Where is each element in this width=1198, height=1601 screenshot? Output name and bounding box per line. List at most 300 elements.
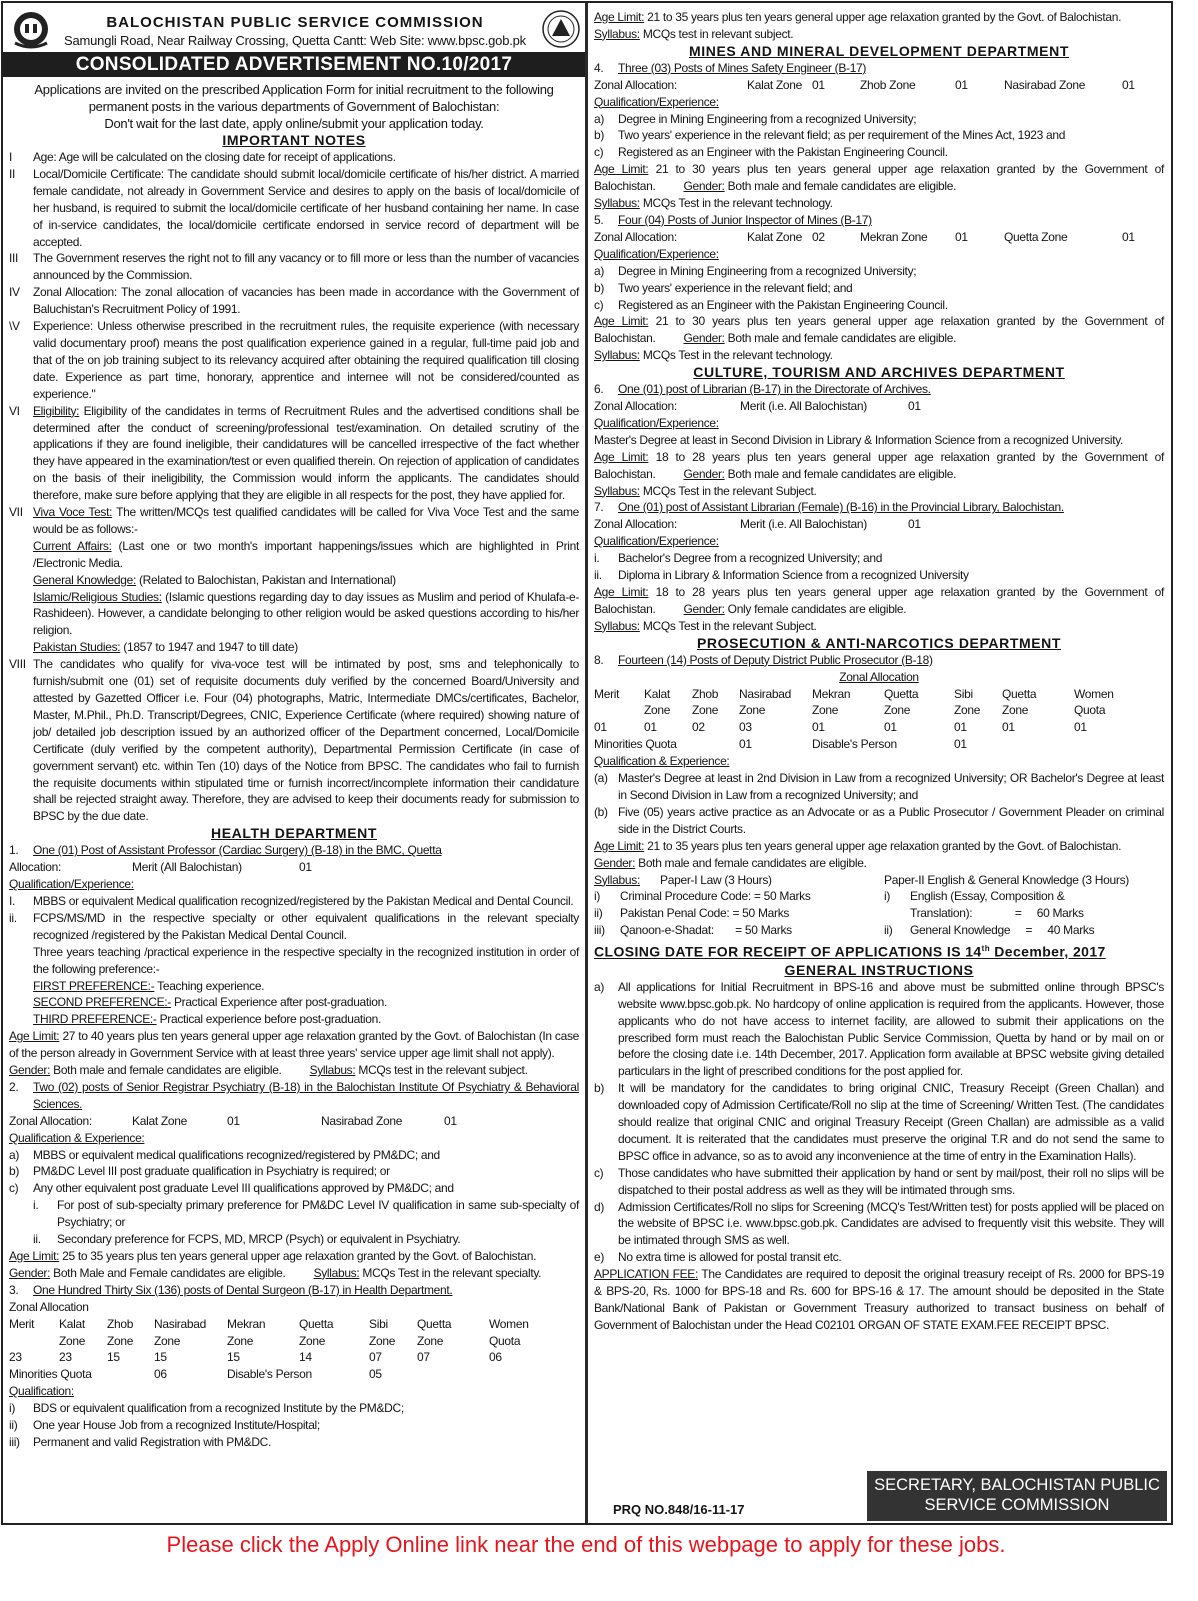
item-text: It will be mandatory for the candidates to bring original CNIC, Treasury Receipt (Green Challan) and downloaded copy of Admission Certificate/Roll no slip at the time of Screening/ Written Test. (The candidates should realize that original CNIC and original Treasury Receipt (Green Challan) are admissible as a valid document. It is reiterated that the candidates must preserve the original T.R and do not send the same to BPSC office in advance, so as to avoid any inconvenience at the time of entry in the Examination Halls). <box>618 1081 1164 1163</box>
list-item <box>594 111 1164 128</box>
item-text: Bachelor's Degree from a recognized University; and <box>618 551 883 566</box>
item-text: Age: Age will be calculated on the closing date for receipt of applications. <box>33 150 396 164</box>
item-text: Two (02) posts of Senior Registrar Psychiatry (B-18) in the Balochistan Institute Of Psychiatry & Behavioral Sciences. <box>33 1079 579 1111</box>
item-text: MCQs Test in the relevant Subject. <box>639 483 817 498</box>
list-item <box>9 1265 579 1282</box>
item-marker: c) <box>594 297 604 312</box>
list-item <box>9 994 579 1011</box>
table-cell: Minorities Quota <box>594 737 677 752</box>
item-label: Qualification & Experience: <box>594 754 730 769</box>
table-cell: 15 <box>227 1350 240 1365</box>
footer <box>593 1465 1171 1523</box>
table-cell: 02 <box>692 720 705 735</box>
list-item <box>594 161 1164 195</box>
item-marker: VII <box>9 505 23 520</box>
item-text-2: MCQs test in the relevant subject. <box>355 1063 528 1078</box>
item-text-2: Only female candidates are eligible. <box>724 601 907 616</box>
syllabus-cell: ii) <box>884 923 893 938</box>
list-item <box>594 26 1164 43</box>
list-item <box>594 297 1164 314</box>
item-text: Degree in Mining Engineering from a recognized University; <box>618 111 917 126</box>
item-text: 18 to 28 years plus ten years general upper age relaxation granted by the Government of Balochistan. <box>594 585 1164 616</box>
section-heading: CULTURE, TOURISM AND ARCHIVES DEPARTMENT <box>693 364 1065 381</box>
item-text: Any other equivalent post graduate Level III qualifications approved by PM&DC; and <box>33 1181 454 1196</box>
list-item <box>594 127 1164 144</box>
table-cell: 06 <box>154 1367 167 1382</box>
item-label-2: Gender: <box>683 601 725 616</box>
item-marker: iii) <box>9 1434 20 1449</box>
list-item <box>594 347 1164 364</box>
item-text: Practical Experience after post-graduation. <box>170 995 387 1010</box>
item-marker: c) <box>9 1181 19 1196</box>
table-cell: Zhob Zone <box>107 1316 134 1348</box>
list-item <box>594 1165 1164 1199</box>
right-column <box>594 9 1164 1334</box>
table-cell: Nasirabad Zone <box>739 686 791 718</box>
list-item <box>9 504 579 538</box>
list-item <box>594 1199 1164 1250</box>
item-marker: IV <box>9 285 20 300</box>
item-text: 27 to 40 years plus ten years general upper age relaxation granted by the Govt. of Balochistan (In case of the person already in Government Service with at least three years' service upper age limit shall not apply). <box>9 1029 579 1061</box>
allocation-table <box>594 516 1164 533</box>
table-cell: Merit (i.e. All Balochistan) <box>740 399 867 414</box>
item-text: (Islamic questions regarding day to day issues as Muslim and period of Khulafa-e-Rashideen). However, a candidate belonging to other religion would be asked questions according to his/her religion. <box>33 589 579 638</box>
table-cell: Quetta Zone <box>1002 686 1037 718</box>
syllabus-label-text: Syllabus: <box>594 872 640 887</box>
item-text: Diploma in Library & Information Science from a recognized University <box>618 568 969 583</box>
item-marker: 4. <box>594 60 604 75</box>
list-item <box>9 1248 579 1265</box>
section-heading: IMPORTANT NOTES <box>222 132 366 148</box>
item-label: Syllabus: <box>594 26 640 41</box>
item-text: The Candidates are required to deposit the original treasury receipt of Rs. 2000 for BPS-19 & BPS-20, Rs. 1000 for BPS-18 and Rs. 600 for BPS-16 & 17. The amount should be deposited in the State Bank/National Bank of Pakistan or Government Treasury authorized to transact business on behalf of Government of Balochistan under the Head C02101 ORGAN OF STATE EXAM.FEE RECEIPT BPSC. <box>594 1267 1164 1332</box>
table-cell: 01 <box>594 720 607 735</box>
item-label: Syllabus: <box>594 348 640 363</box>
advertisement-title: CONSOLIDATED ADVERTISEMENT NO.10/2017 <box>3 52 585 77</box>
table-cell: Sibi Zone <box>954 686 981 718</box>
table-cell: Nasirabad Zone <box>1004 77 1086 92</box>
list-item <box>594 804 1164 838</box>
table-cell: Kalat Zone <box>644 686 671 718</box>
item-text: Zonal Allocation <box>9 1299 89 1314</box>
list-item <box>9 639 579 656</box>
item-label: Age Limit: <box>9 1029 60 1044</box>
item-text: 18 to 28 years plus ten years general upper age relaxation granted by the Government of Balochistan. <box>594 449 1164 481</box>
table-cell: Merit (All Balochistan) <box>132 860 242 875</box>
item-marker: b) <box>594 128 605 143</box>
list-item <box>9 656 579 825</box>
table-cell: Women Quota <box>489 1316 529 1348</box>
allocation-table <box>594 77 1164 94</box>
secretary-line: SECRETARY, BALOCHISTAN PUBLIC <box>874 1476 1160 1494</box>
item-label: Gender: <box>9 1265 51 1280</box>
table-cell: Zonal Allocation: <box>594 77 677 92</box>
item-text: One (01) Post of Assistant Professor (Cardiac Surgery) (B-18) in the BMC, Quetta <box>33 843 442 858</box>
item-marker: 5. <box>594 212 604 227</box>
item-label: Qualification/Experience: <box>9 877 134 892</box>
table-cell: 01 <box>739 737 752 752</box>
table-cell: Nasirabad Zone <box>321 1113 403 1128</box>
list-item <box>9 1434 579 1451</box>
table-cell: Quetta Zone <box>884 686 919 718</box>
list-item <box>594 449 1164 483</box>
item-marker: (a) <box>594 771 608 786</box>
list-item <box>9 893 579 910</box>
column-divider <box>585 3 588 1523</box>
syllabus-cell <box>884 905 910 922</box>
item-label: Age Limit: <box>594 585 649 599</box>
table-cell: 01 <box>955 77 968 92</box>
list-item <box>594 533 1164 550</box>
item-label-2: Gender: <box>683 331 725 346</box>
item-label: Age Limit: <box>594 162 649 177</box>
list-item <box>9 876 579 893</box>
allocation-table <box>594 398 1164 415</box>
item-text: MBBS or equivalent Medical qualification recognized/registered by the Pakistan Medical and Dental Council. <box>33 893 574 908</box>
item-marker: e) <box>594 1250 605 1265</box>
paper-2-title: Paper-II English & General Knowledge (3 Hours) <box>884 872 1129 887</box>
list-item <box>9 1011 579 1028</box>
item-label: Syllabus: <box>594 483 640 498</box>
item-label: Qualification/Experience: <box>594 415 719 430</box>
item-marker: VIII <box>9 657 26 672</box>
item-text: Five (05) years active practice as an Advocate or as a Public Prosecutor / Government Pleader on criminal side in the District Courts. <box>618 804 1164 836</box>
item-label: FIRST PREFERENCE:- <box>33 978 155 993</box>
list-item <box>9 1282 579 1299</box>
item-text: One year House Job from a recognized Institute/Hospital; <box>33 1418 320 1433</box>
list-item <box>594 415 1164 432</box>
item-marker: i. <box>594 551 600 566</box>
syllabus-cell: ii) <box>594 906 603 921</box>
item-text: 21 to 35 years plus ten years general upper age relaxation granted by the Govt. of Balochistan. <box>644 10 1122 24</box>
item-marker: ii. <box>33 1232 41 1247</box>
table-cell: 23 <box>59 1350 72 1365</box>
item-text: The Government reserves the right not to fill any vacancy or to fill more or less than the number of vacancies announced by the Commission. <box>33 251 579 283</box>
syllabus-cell: iii) <box>594 923 605 938</box>
list-item <box>594 855 1164 872</box>
list-item <box>594 144 1164 161</box>
table-cell: Sibi Zone <box>369 1316 396 1348</box>
list-item <box>594 1266 1164 1334</box>
list-item <box>9 403 579 504</box>
item-label: APPLICATION FEE: <box>594 1267 698 1282</box>
allocation-table <box>594 229 1164 246</box>
allocation-table <box>594 736 1164 753</box>
table-cell: Disable's Person <box>812 737 897 752</box>
table-cell: 01 <box>444 1113 457 1128</box>
commission-address: Samungli Road, Near Railway Crossing, Quetta Cantt: Web Site: www.bpsc.gob.pk <box>64 33 526 48</box>
item-marker: c) <box>594 145 604 160</box>
item-text: Practical experience before post-graduation. <box>156 1012 381 1027</box>
table-cell: 01 <box>1122 229 1135 244</box>
item-text: (Last one or two month's important happenings/issues which are highlighted in Print /Electronic Media. <box>33 538 579 570</box>
allocation-table <box>9 1113 579 1130</box>
item-text: Master's Degree at least in 2nd Division in Law from a recognized University; OR Bachelor's Degree at least in Second Division in Law from a recognized University; and <box>618 771 1164 802</box>
table-cell: Quetta Zone <box>1004 229 1068 244</box>
item-label: Qualification: <box>9 1384 74 1399</box>
item-text-2: Both male and female candidates are eligible. <box>724 331 957 346</box>
list-item <box>9 1400 579 1417</box>
item-label: Syllabus: <box>594 618 640 633</box>
table-cell: Kalat Zone <box>747 77 803 92</box>
allocation-table <box>594 686 1164 737</box>
list-item <box>9 910 579 944</box>
list-item <box>9 978 579 995</box>
table-cell: Mekran Zone <box>860 229 928 244</box>
item-text: One (01) post of Librarian (B-17) in the Directorate of Archives. <box>618 382 931 397</box>
item-marker: i) <box>9 1401 16 1416</box>
list-item <box>9 1180 579 1197</box>
syllabus-cell: i) <box>594 889 601 904</box>
table-cell: 01 <box>954 737 967 752</box>
list-item <box>9 166 579 251</box>
header <box>3 3 587 81</box>
list-item <box>594 652 1164 669</box>
table-cell: Kalat Zone <box>59 1316 86 1348</box>
table-cell: 01 <box>299 860 312 875</box>
item-text: Two years' experience in the relevant field; as per requirement of the Mines Act, 1923 and <box>618 128 1066 143</box>
table-cell: 01 <box>1002 720 1015 735</box>
table-cell: Zhob Zone <box>692 686 719 718</box>
item-marker: II <box>9 166 16 181</box>
item-text: MCQs Test in the relevant technology. <box>639 348 833 363</box>
list-item <box>594 246 1164 263</box>
item-label: THIRD PREFERENCE:- <box>33 1012 157 1027</box>
item-text: For post of sub-specialty primary preference for PM&DC Level IV qualification in same sub-specialty of Psychiatry; or <box>57 1198 579 1230</box>
list-item <box>594 381 1164 398</box>
list-item <box>594 313 1164 347</box>
item-text: One Hundred Thirty Six (136) posts of Dental Surgeon (B-17) in Health Department. <box>33 1282 453 1297</box>
item-text: Three (03) Posts of Mines Safety Engineer (B-17) <box>618 60 867 75</box>
list-item <box>9 250 579 284</box>
list-item <box>9 318 579 403</box>
item-marker: b) <box>594 1081 605 1096</box>
item-label: Age Limit: <box>594 10 645 24</box>
item-label: Qualification/Experience: <box>594 94 719 109</box>
item-label: Islamic/Religious Studies: <box>33 589 162 604</box>
table-cell: 01 <box>954 720 967 735</box>
list-item <box>594 838 1164 855</box>
list-item <box>9 1163 579 1180</box>
intro <box>9 81 579 132</box>
list-item <box>594 1249 1164 1266</box>
table-cell: 01 <box>644 720 657 735</box>
list-item <box>9 1062 579 1079</box>
table-cell: 01 <box>1074 720 1087 735</box>
table-cell: 01 <box>955 229 968 244</box>
item-marker: I <box>9 150 13 164</box>
item-text: Both male and female candidates are eligible. <box>635 855 867 870</box>
table-cell: 23 <box>9 1350 22 1365</box>
item-marker: d) <box>594 1199 605 1214</box>
item-label-2: Gender: <box>683 179 725 194</box>
item-label: Eligibility: <box>33 403 80 418</box>
table-cell: 15 <box>107 1350 120 1365</box>
table-cell: Merit <box>9 1316 35 1331</box>
list-item <box>9 1231 579 1248</box>
item-label: Gender: <box>9 1063 51 1078</box>
closing-date <box>594 939 1164 962</box>
list-item <box>594 432 1164 449</box>
item-text: 25 to 35 years plus ten years general upper age relaxation granted by the Govt. of Balochistan. <box>59 1249 537 1263</box>
item-text-2: Both male and female candidates are eligible. <box>724 179 957 194</box>
list-item <box>594 9 1164 26</box>
list-item <box>594 483 1164 500</box>
closing-date-suffix: th <box>981 944 990 954</box>
list-item <box>594 584 1164 618</box>
item-text-2: MCQs Test in the relevant specialty. <box>359 1265 542 1280</box>
item-text-2: Both male and female candidates are eligible. <box>724 466 957 481</box>
list-item <box>9 1147 579 1164</box>
item-text: Degree in Mining Engineering from a recognized University; <box>618 263 917 278</box>
table-cell: 01 <box>908 517 921 532</box>
section-heading: PROSECUTION & ANTI-NARCOTICS DEPARTMENT <box>696 634 1062 651</box>
closing-date-text: CLOSING DATE FOR RECEIPT OF APPLICATIONS IS 14 <box>594 943 982 960</box>
list-item <box>594 94 1164 111</box>
item-text: One (01) post of Assistant Librarian (Female) (B-16) in the Provincial Library, Balochistan. <box>618 500 1064 515</box>
table-cell: 07 <box>417 1350 430 1365</box>
item-text: MCQs Test in the relevant technology. <box>639 196 833 211</box>
item-marker: I. <box>9 893 16 908</box>
section-heading: GENERAL INSTRUCTIONS <box>784 961 974 978</box>
item-marker: 2. <box>9 1079 19 1094</box>
table-cell: Mekran Zone <box>812 686 851 718</box>
list-item <box>9 1130 579 1147</box>
item-text: Those candidates who have submitted their application by hand or sent by mail/post, their roll no slips will be dispatched to their postal address as well as they will be intimated through sms. <box>618 1165 1164 1197</box>
item-marker: VI <box>9 403 20 418</box>
item-label: Qualification/Experience: <box>594 246 719 261</box>
item-text: Experience: Unless otherwise prescribed in the recruitment rules, the requisite experience (with necessary valid documentary proof) means the post qualification experience gained in a regular, full-time paid job and that of the on job training subject to its relevancy acquired after obtaining the required qualification till closing date. Experience as part time, honorary, apprentice and internee will not be considered/counted as experience." <box>33 319 579 401</box>
item-label: Pakistan Studies: <box>33 640 121 655</box>
syllabus-cell: Criminal Procedure Code: = 50 Marks <box>620 889 811 904</box>
table-cell: Mekran Zone <box>227 1316 266 1348</box>
item-text: FCPS/MS/MD in the respective specialty or other equivalent qualifications in the relevant specialty recognized /registered by the Pakistan Medical Dental Council. <box>33 910 579 942</box>
table-cell: Merit (i.e. All Balochistan) <box>740 517 867 532</box>
item-label-2: Syllabus: <box>309 1063 356 1078</box>
paper-1-title: Paper-I Law (3 Hours) <box>660 872 772 887</box>
item-text: Both male and female candidates are eligible. <box>50 1063 282 1078</box>
item-text: Fourteen (14) Posts of Deputy District Public Prosecutor (B-18) <box>618 652 933 667</box>
item-marker: ii. <box>9 910 17 925</box>
intro-line: permanent posts in the various departments of Government of Balochistan: <box>88 99 500 114</box>
syllabus-cell: Qanoon-e-Shadat: = 50 Marks <box>620 923 792 938</box>
item-text: Three years teaching /practical experience in the respective specialty in the recognized institution in order of the following preference:- <box>33 944 579 976</box>
table-cell: 01 <box>812 77 825 92</box>
item-text: MCQs test in relevant subject. <box>639 26 794 41</box>
item-text: Local/Domicile Certificate: The candidate should submit local/domicile certificate of his/her district. A married female candidate, not already in Government Service and desires to apply on the basis of local/domicile of her husband, is required to submit the local/domicile certificate of her husband containing her name. In case of in-service candidates, the local/domicile certificate endorsed in service record of department will be accepted. <box>33 166 579 249</box>
table-cell: Zonal Allocation: <box>594 229 677 244</box>
commission-title: BALOCHISTAN PUBLIC SERVICE COMMISSION <box>106 14 484 31</box>
item-label: Current Affairs: <box>33 538 112 553</box>
list-item <box>594 263 1164 280</box>
item-text: No extra time is allowed for postal transit etc. <box>618 1250 842 1265</box>
item-marker: i. <box>33 1198 39 1213</box>
right-content <box>594 9 1164 1334</box>
item-marker: 1. <box>9 843 19 858</box>
item-marker: 6. <box>594 382 604 397</box>
list-item <box>9 1417 579 1434</box>
item-marker: c) <box>594 1165 604 1180</box>
item-text: (1857 to 1947 and 1947 to till date) <box>120 640 298 655</box>
item-label: Viva Voce Test: <box>33 505 113 520</box>
table-cell: 14 <box>299 1350 312 1365</box>
list-item <box>9 1299 579 1316</box>
table-cell: Zhob Zone <box>860 77 916 92</box>
syllabus-cell: General Knowledge = 40 Marks <box>910 923 1095 938</box>
list-item <box>594 212 1164 229</box>
item-text: Zonal Allocation: The zonal allocation of vacancies has been made in accordance with the Government of Baluchistan's Recruitment Policy of 1991. <box>33 285 579 317</box>
item-text: Four (04) Posts of Junior Inspector of Mines (B-17) <box>618 212 872 227</box>
item-label: Age Limit: <box>594 314 649 329</box>
table-cell: Minorities Quota <box>9 1367 92 1382</box>
item-marker: a) <box>9 1147 20 1162</box>
item-label: Gender: <box>594 855 636 870</box>
item-marker: b) <box>9 1164 20 1179</box>
item-marker: 3. <box>9 1282 19 1297</box>
item-text: Two years' experience in the relevant field; and <box>618 280 853 295</box>
list-item <box>594 280 1164 297</box>
prq-number: PRQ NO.848/16-11-17 <box>613 1502 745 1517</box>
syllabus-cell: Translation): = 60 Marks <box>910 906 1084 921</box>
item-label: Age Limit: <box>594 838 645 853</box>
item-label: Age Limit: <box>9 1249 60 1263</box>
list-item <box>9 572 579 589</box>
list-item <box>9 589 579 640</box>
table-cell: 15 <box>154 1350 167 1365</box>
list-item <box>9 1028 579 1062</box>
secretary-line: SERVICE COMMISSION <box>924 1496 1110 1514</box>
table-cell: Disable's Person <box>227 1367 312 1382</box>
item-label-2: Gender: <box>683 466 725 481</box>
table-cell: 01 <box>227 1113 240 1128</box>
item-text: 21 to 30 years plus ten years general upper age relaxation granted by the Government of Balochistan. <box>594 162 1164 194</box>
syllabus-label <box>594 872 884 889</box>
item-text: Teaching experience. <box>154 978 265 993</box>
item-text: Both Male and Female candidates are eligible. <box>50 1265 286 1280</box>
table-cell: 01 <box>884 720 897 735</box>
table-cell: Kalat Zone <box>132 1113 188 1128</box>
item-label: Qualification/Experience: <box>594 534 719 549</box>
table-cell: 02 <box>812 229 825 244</box>
item-marker: a) <box>594 111 605 126</box>
intro-line: Applications are invited on the prescribed Application Form for initial recruitment to the following <box>34 82 554 97</box>
table-cell: 01 <box>1122 77 1135 92</box>
item-label: General Knowledge: <box>33 572 136 587</box>
item-text: MBBS or equivalent medical qualifications recognized/registered by PM&DC; and <box>33 1147 440 1162</box>
list-item <box>594 618 1164 635</box>
syllabus-cell: i) <box>884 889 891 904</box>
list-item <box>594 567 1164 584</box>
list-item <box>9 1079 579 1113</box>
syllabus-cell: English (Essay, Composition & <box>910 889 1065 904</box>
table-cell: Zonal Allocation: <box>594 399 677 414</box>
allocation-table <box>9 1366 579 1383</box>
allocation-table <box>9 859 579 876</box>
item-text: Registered as an Engineer with the Pakistan Engineering Council. <box>618 297 948 312</box>
item-marker: ii) <box>9 1418 18 1433</box>
item-marker: b) <box>594 280 605 295</box>
item-marker: a) <box>594 263 605 278</box>
list-item <box>594 770 1164 804</box>
item-marker: ii. <box>594 568 602 583</box>
item-text: Admission Certificates/Roll no slips for Screening (MCQ's Test/Written test) for posts applied will be placed on the website of BPSC i.e. www.bpsc.gob.pk. Candidates are advised to frequently visit this website. They will be intimated through SMS as well. <box>618 1199 1164 1248</box>
closing-date-month: December, 2017 <box>989 943 1106 960</box>
table-cell: 06 <box>489 1350 502 1365</box>
table-cell: 03 <box>739 720 752 735</box>
section-heading: MINES AND MINERAL DEVELOPMENT DEPARTMENT <box>689 42 1069 59</box>
item-marker: 8. <box>594 652 604 667</box>
list-item <box>9 538 579 572</box>
